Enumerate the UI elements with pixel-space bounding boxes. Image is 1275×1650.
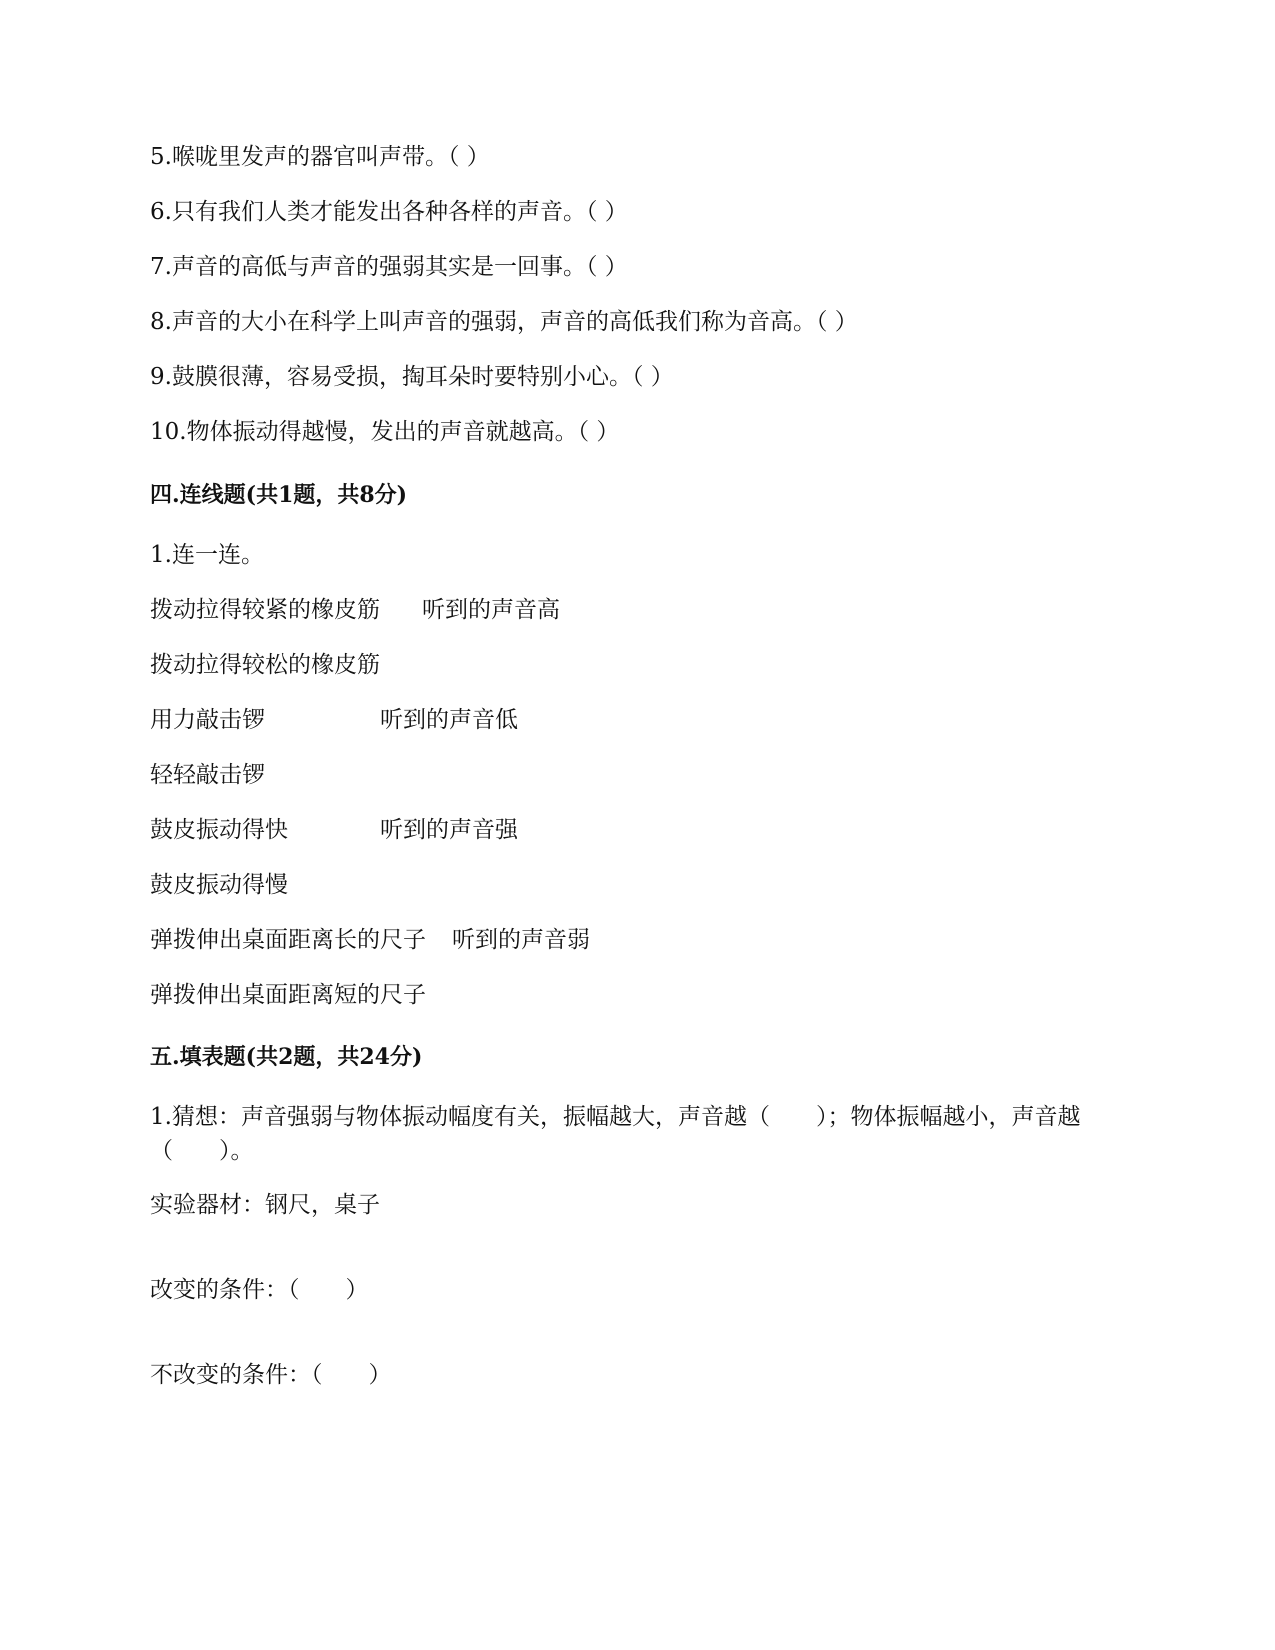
question-9: 9.鼓膜很薄，容易受损，掏耳朵时要特别小心。（ ） <box>150 364 674 390</box>
changed-condition: 改变的条件：（ ） <box>150 1277 369 1303</box>
matching-right-item: 听到的声音低 <box>380 707 518 733</box>
matching-row <box>150 593 560 627</box>
matching-row <box>150 978 426 1012</box>
question-7: 7.声音的高低与声音的强弱其实是一回事。（ ） <box>150 254 628 280</box>
matching-row <box>150 868 288 902</box>
matching-left-item: 鼓皮振动得慢 <box>150 872 288 898</box>
unchanged-condition: 不改变的条件：（ ） <box>150 1362 392 1388</box>
table-question-1: 1.猜想：声音强弱与物体振动幅度有关，振幅越大，声音越（ ）；物体振幅越小，声音越（ ）。 <box>150 1104 1081 1164</box>
matching-left-item: 拨动拉得较紧的橡皮筋 <box>150 597 380 623</box>
question-8: 8.声音的大小在科学上叫声音的强弱，声音的高低我们称为音高。（ ） <box>150 309 858 335</box>
matching-left-item: 弹拨伸出桌面距离短的尺子 <box>150 982 426 1008</box>
matching-row <box>150 923 590 957</box>
matching-row <box>150 758 265 792</box>
matching-left-item: 鼓皮振动得快 <box>150 817 288 843</box>
matching-right-item: 听到的声音高 <box>422 597 560 623</box>
matching-question: 1.连一连。 <box>150 542 264 568</box>
experiment-materials: 实验器材：钢尺，桌子 <box>150 1192 380 1218</box>
section-heading-table: 五.填表题(共2题，共24分) <box>150 1044 423 1070</box>
question-10: 10.物体振动得越慢，发出的声音就越高。（ ） <box>150 419 620 445</box>
matching-left-item: 用力敲击锣 <box>150 707 265 733</box>
matching-left-item: 轻轻敲击锣 <box>150 762 265 788</box>
matching-row <box>150 813 518 847</box>
section-heading-matching: 四.连线题(共1题，共8分) <box>150 482 408 508</box>
matching-right-item: 听到的声音强 <box>380 817 518 843</box>
matching-row <box>150 648 380 682</box>
matching-left-item: 拨动拉得较松的橡皮筋 <box>150 652 380 678</box>
question-5: 5.喉咙里发声的器官叫声带。（ ） <box>150 144 490 170</box>
matching-left-item: 弹拨伸出桌面距离长的尺子 <box>150 927 426 953</box>
matching-right-item: 听到的声音弱 <box>452 927 590 953</box>
matching-row <box>150 703 518 737</box>
question-6: 6.只有我们人类才能发出各种各样的声音。（ ） <box>150 199 628 225</box>
